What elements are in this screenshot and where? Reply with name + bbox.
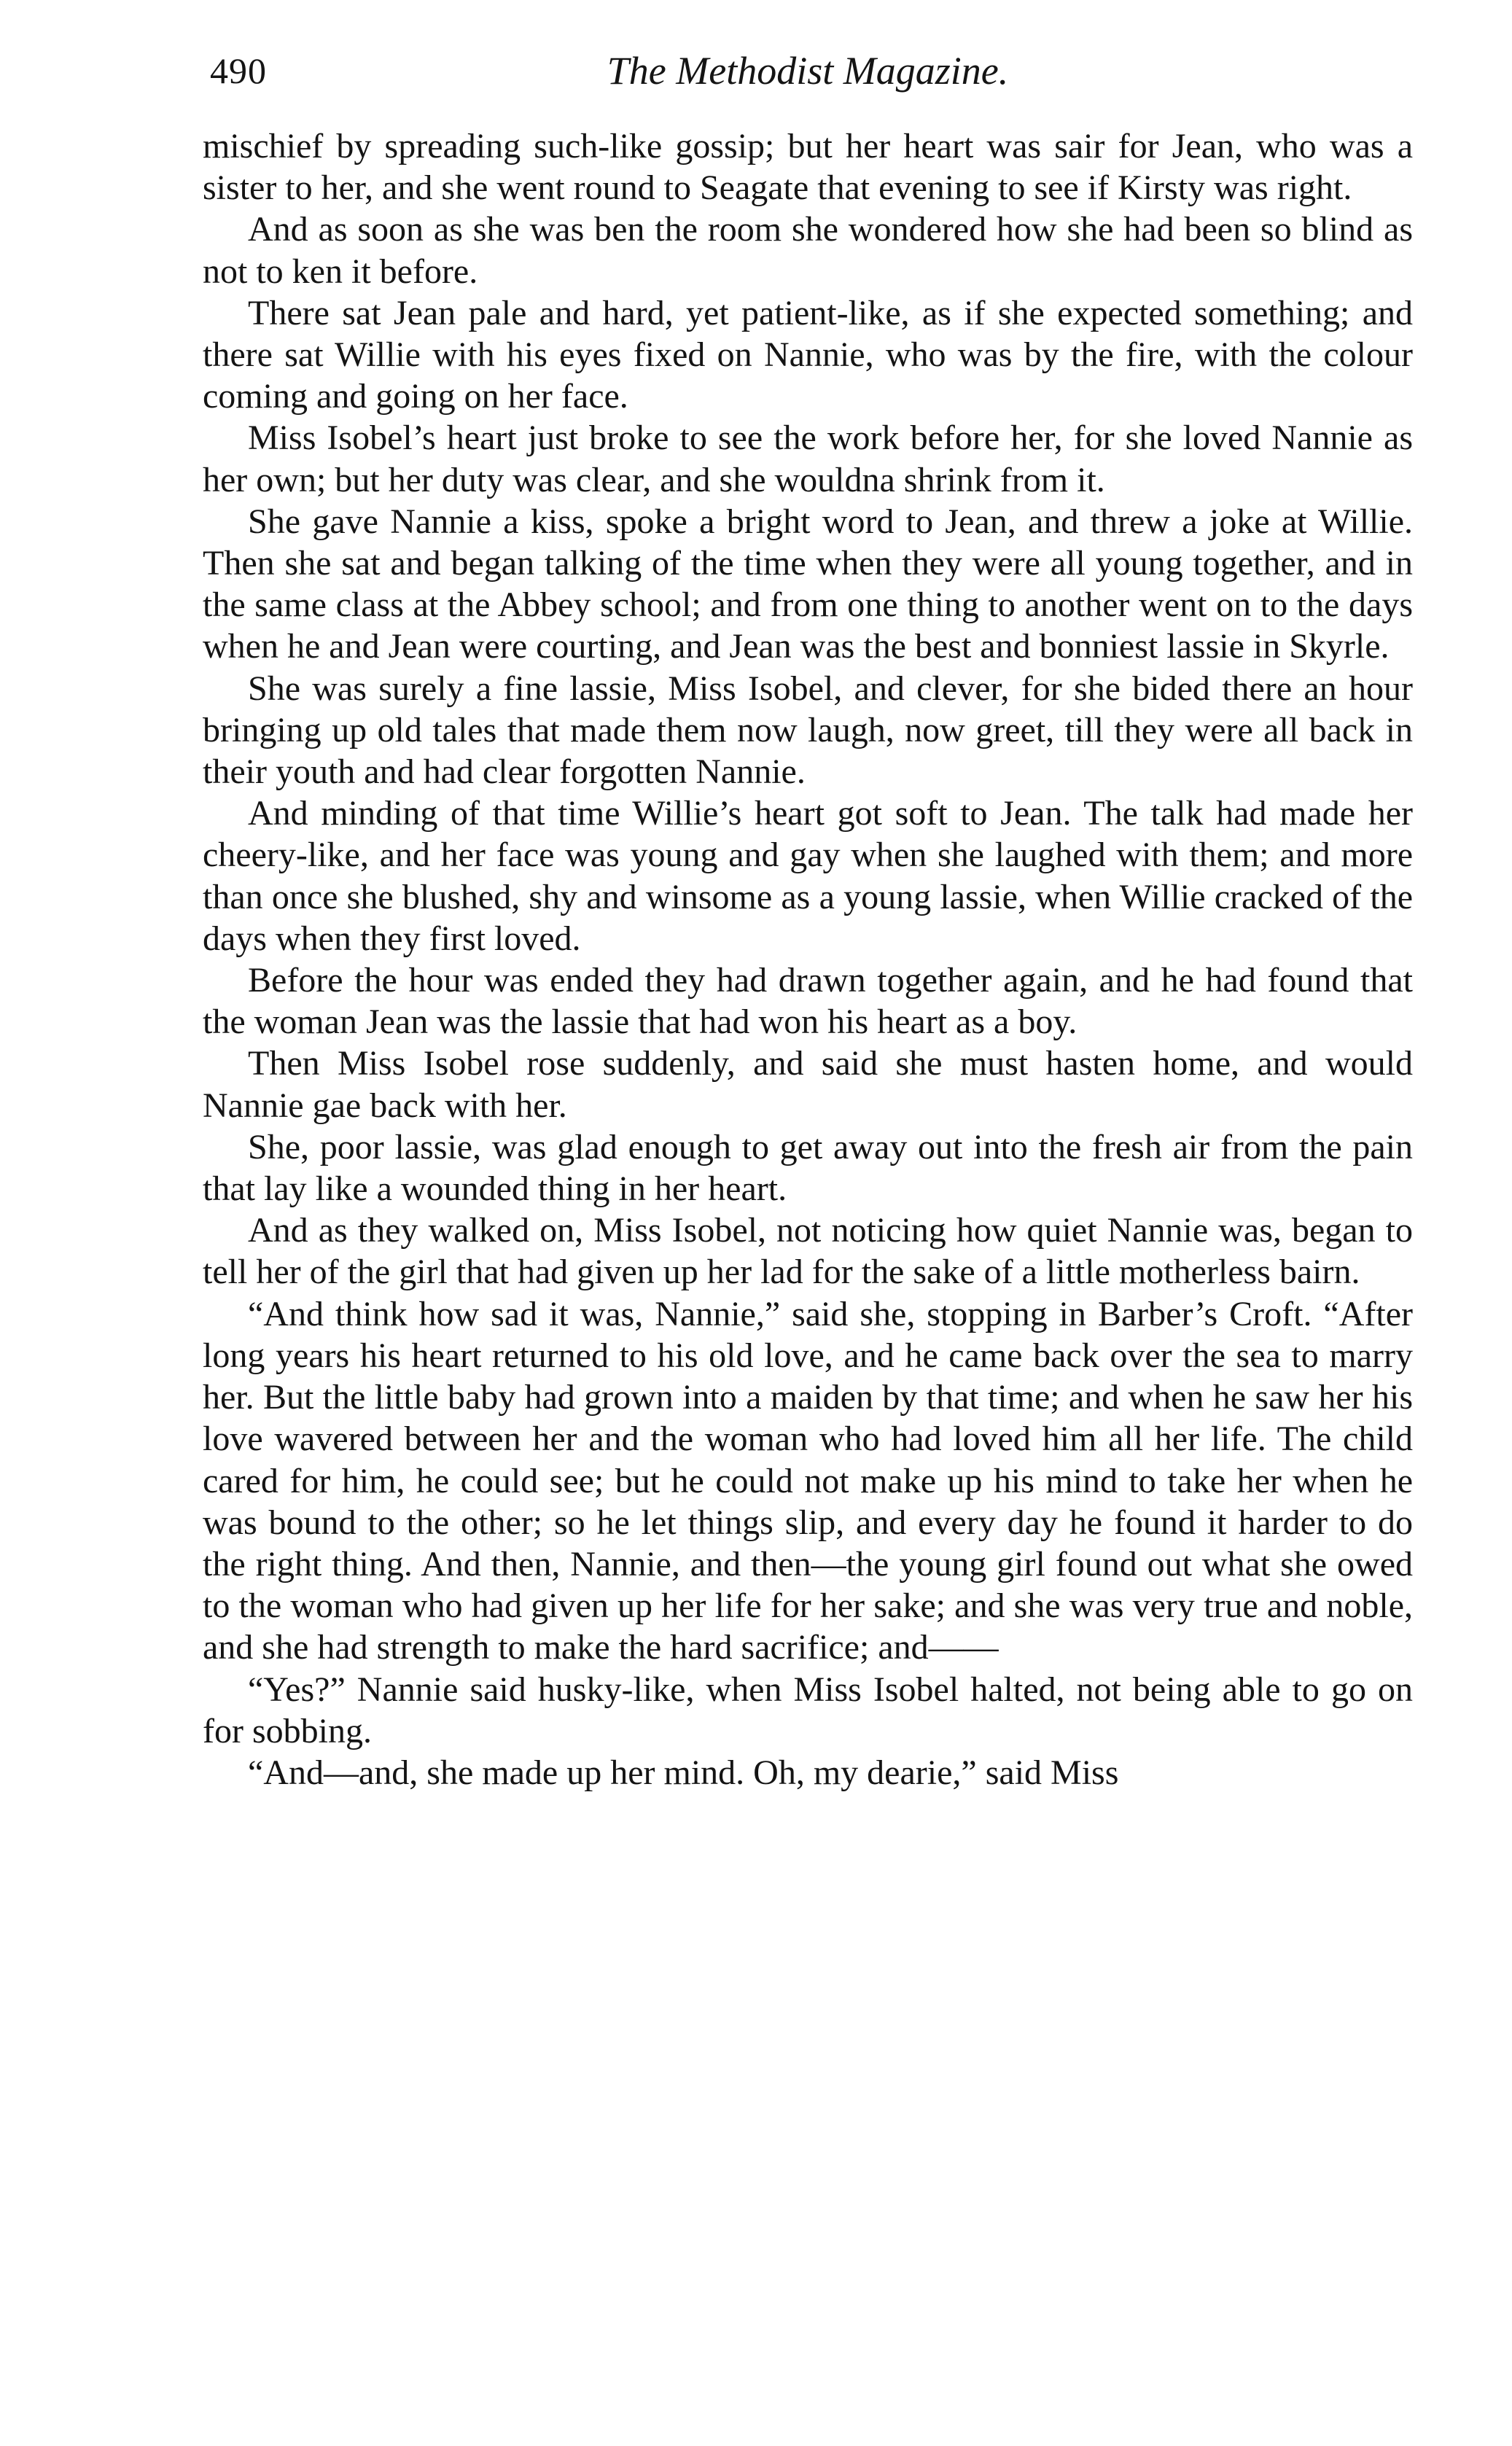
page-number: 490 <box>210 50 267 91</box>
paragraph-6: She was surely a fine lassie, Miss Isobel, and clever, for she bided there an hour bringing up old tales that made them now laugh, now greet, till they were all back in their youth and had clear forgotten Nannie. <box>203 669 1413 792</box>
paragraph-1: mischief by spreading such-like gossip; but her heart was sair for Jean, who was a sister to her, and she went round to Seagate that evening to see if Kirsty was right. <box>203 127 1413 208</box>
magazine-page <box>203 45 1413 1793</box>
paragraph-9: Then Miss Isobel rose suddenly, and said she must hasten home, and would Nannie gae back with her. <box>203 1044 1413 1125</box>
paragraph-4: Miss Isobel’s heart just broke to see the work before her, for she loved Nannie as her own; but her duty was clear, and she wouldna shrink from it. <box>203 418 1413 499</box>
paragraph-5: She gave Nannie a kiss, spoke a bright word to Jean, and threw a joke at Willie. Then she sat and began talking of the time when they were all young together, and in the same class at the Abbey school; and from one thing to another went on to the days when he and Jean were courting, and Jean was the best and bonniest lassie in Skyrle. <box>203 502 1413 666</box>
paragraph-8: Before the hour was ended they had drawn together again, and he had found that the woman Jean was the lassie that had won his heart as a boy. <box>203 961 1413 1042</box>
paragraph-11: And as they walked on, Miss Isobel, not noticing how quiet Nannie was, began to tell her of the girl that had given up her lad for the sake of a little motherless bairn. <box>203 1211 1413 1292</box>
paragraph-2: And as soon as she was ben the room she wondered how she had been so blind as not to ken it before. <box>203 210 1413 291</box>
paragraph-13: “Yes?” Nannie said husky-like, when Miss Isobel halted, not being able to go on for sobbing. <box>203 1670 1413 1750</box>
paragraph-3: There sat Jean pale and hard, yet patient-like, as if she expected something; and there sat Willie with his eyes fixed on Nannie, who was by the fire, with the colour coming and going on her face. <box>203 293 1413 416</box>
paragraph-14: “And—and, she made up her mind. Oh, my dearie,” said Miss <box>248 1753 1119 1792</box>
paragraph-12: “And think how sad it was, Nannie,” said she, stopping in Barber’s Croft. “After long years his heart returned to his old love, and he came back over the sea to marry her. But the little baby had grown into a maiden by that time; and when he saw her his love wavered between her and the woman who had loved him all her life. The child cared for him, he could see; but he could not make up his mind to take her when he was bound to the other; so he let things slip, and every day he found it harder to do the right thing. And then, Nannie, and then—the young girl found out what she owed to the woman who had given up her life for her sake; and she was very true and noble, and she had strength to make the hard sacrifice; and—— <box>203 1294 1413 1667</box>
running-title: The Methodist Magazine. <box>607 49 1009 93</box>
paragraph-10: She, poor lassie, was glad enough to get away out into the fresh air from the pain that lay like a wounded thing in her heart. <box>203 1127 1413 1209</box>
paragraph-7: And minding of that time Willie’s heart got soft to Jean. The talk had made her cheery-like, and her face was young and gay when she laughed with them; and more than once she blushed, shy and winsome as a young lassie, when Willie cracked of the days when they first loved. <box>203 794 1413 958</box>
body-text <box>203 125 1413 1793</box>
page-header <box>203 45 1413 125</box>
